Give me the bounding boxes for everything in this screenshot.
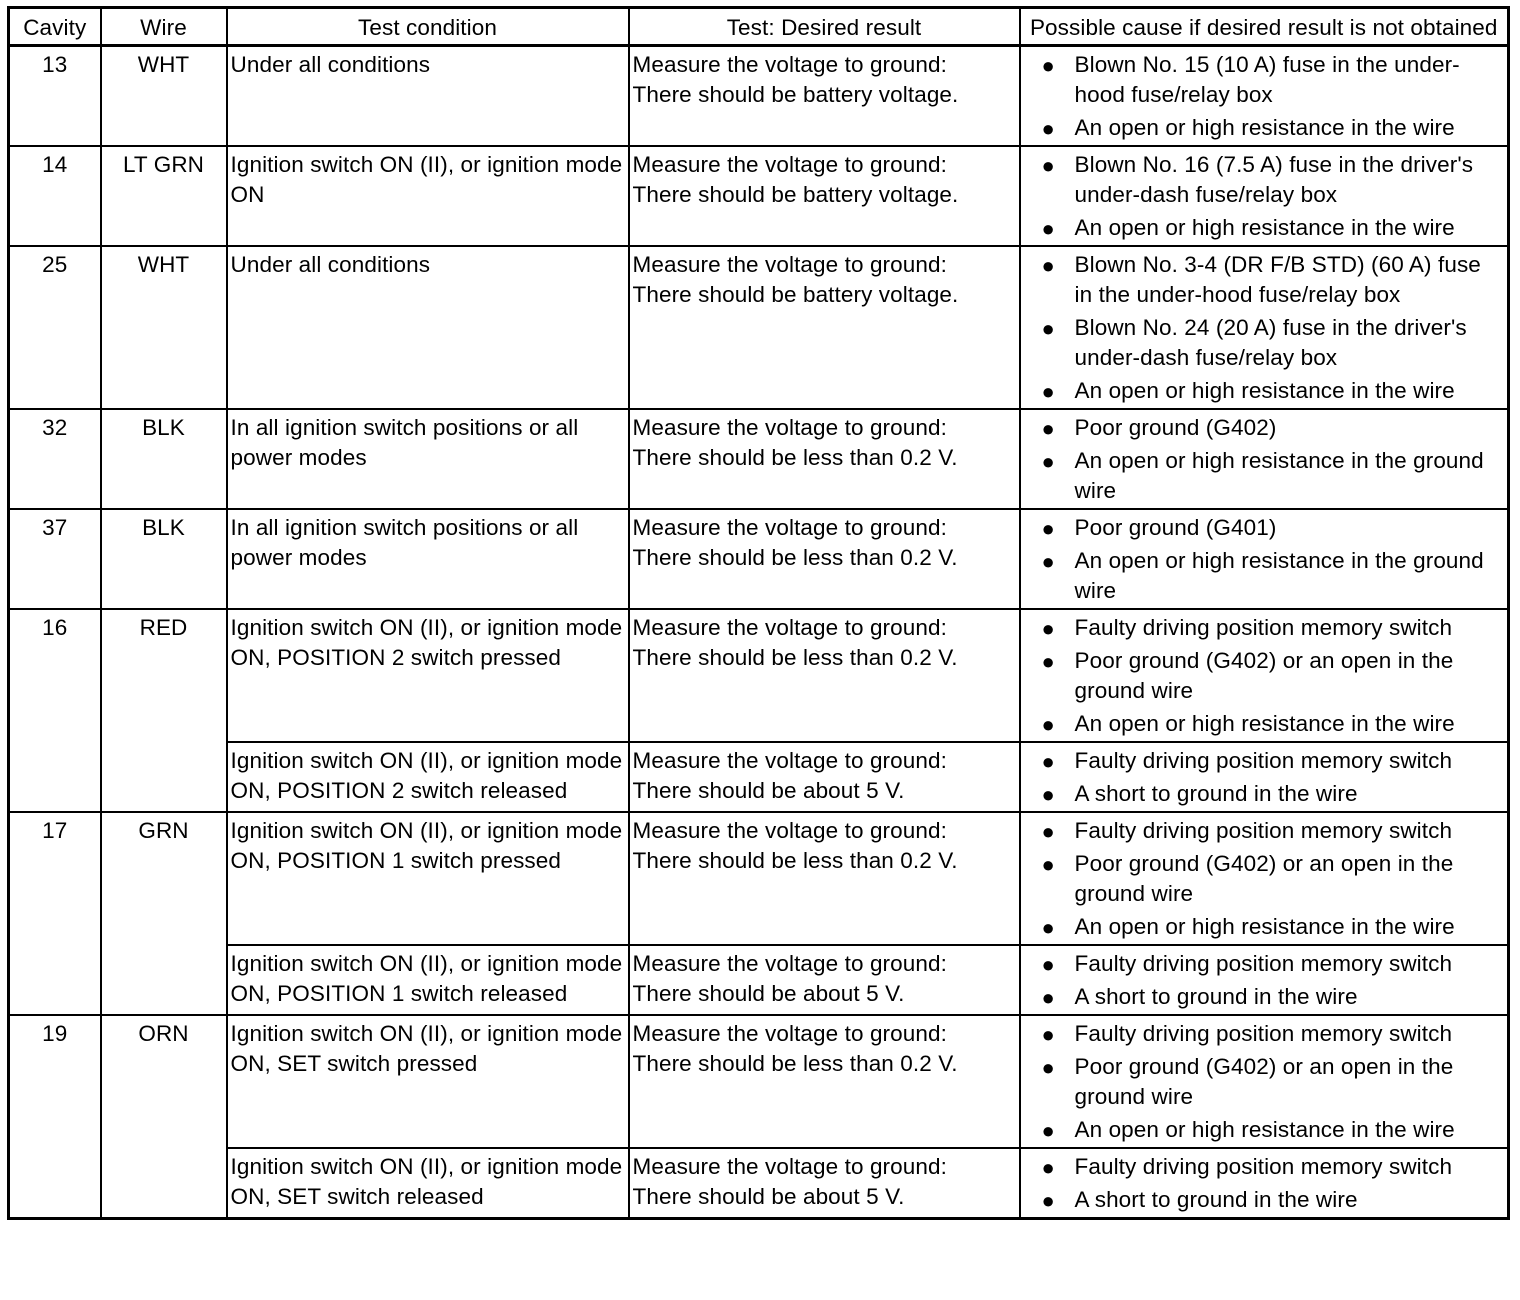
possible-cause-cell — [1020, 409, 1509, 509]
desired-result-line: Measure the voltage to ground: — [632, 52, 947, 77]
cause-text: An open or high resistance in the wire — [1074, 378, 1455, 403]
cause-item — [1024, 413, 1505, 443]
bullet-icon: ● — [1041, 316, 1055, 341]
cavity-cell: 32 — [9, 409, 101, 509]
possible-cause-cell — [1020, 146, 1509, 246]
cause-item — [1024, 150, 1505, 210]
desired-result-line: Measure the voltage to ground: — [632, 615, 947, 640]
header-possible-cause: Possible cause if desired result is not obtained — [1020, 8, 1509, 46]
table-row — [9, 812, 1509, 945]
possible-cause-cell — [1020, 1148, 1509, 1219]
desired-result-cell — [629, 409, 1020, 509]
test-condition-cell: Ignition switch ON (II), or ignition mode ON, POSITION 2 switch released — [227, 742, 629, 812]
wire-cell: ORN — [101, 1015, 227, 1219]
table-header — [9, 8, 1509, 46]
test-condition-cell: Ignition switch ON (II), or ignition mode ON, SET switch pressed — [227, 1015, 629, 1148]
bullet-icon: ● — [1041, 516, 1055, 541]
test-condition-cell: Ignition switch ON (II), or ignition mode ON, SET switch released — [227, 1148, 629, 1219]
cause-item — [1024, 949, 1505, 979]
cause-text: Blown No. 15 (10 A) fuse in the under-hood fuse/relay box — [1074, 52, 1460, 107]
cause-item — [1024, 613, 1505, 643]
cause-list — [1024, 150, 1505, 243]
desired-result-line: Measure the voltage to ground: — [632, 415, 947, 440]
desired-result-cell — [629, 1015, 1020, 1148]
bullet-icon: ● — [1041, 416, 1055, 441]
cause-item — [1024, 646, 1505, 706]
cause-text: Faulty driving position memory switch — [1074, 951, 1453, 976]
table-row — [9, 945, 1509, 1015]
possible-cause-cell — [1020, 609, 1509, 742]
table-row — [9, 1148, 1509, 1219]
cause-list — [1024, 1152, 1505, 1215]
cause-item — [1024, 779, 1505, 809]
cause-text: Faulty driving position memory switch — [1074, 818, 1453, 843]
cause-text: An open or high resistance in the wire — [1074, 215, 1455, 240]
cause-text: Faulty driving position memory switch — [1074, 615, 1453, 640]
bullet-icon: ● — [1041, 53, 1055, 78]
table-row — [9, 609, 1509, 742]
test-condition-cell: Ignition switch ON (II), or ignition mode ON — [227, 146, 629, 246]
bullet-icon: ● — [1041, 153, 1055, 178]
bullet-icon: ● — [1041, 1055, 1055, 1080]
desired-result-line: There should be less than 0.2 V. — [632, 645, 958, 670]
cause-item — [1024, 446, 1505, 506]
bullet-icon: ● — [1041, 985, 1055, 1010]
desired-result-cell — [629, 246, 1020, 409]
cause-text: An open or high resistance in the wire — [1074, 115, 1455, 140]
cavity-cell: 13 — [9, 46, 101, 147]
table-row — [9, 409, 1509, 509]
desired-result-line: There should be battery voltage. — [632, 282, 959, 307]
desired-result-line: Measure the voltage to ground: — [632, 748, 947, 773]
cause-text: A short to ground in the wire — [1074, 984, 1358, 1009]
cause-text: Poor ground (G402) or an open in the ground wire — [1074, 648, 1454, 703]
table-row — [9, 246, 1509, 409]
possible-cause-cell — [1020, 509, 1509, 609]
test-condition-cell: In all ignition switch positions or all power modes — [227, 509, 629, 609]
diagnostic-table — [7, 6, 1510, 1220]
cause-list — [1024, 613, 1505, 739]
header-test-condition: Test condition — [227, 8, 629, 46]
cause-text: Faulty driving position memory switch — [1074, 748, 1453, 773]
cavity-cell: 16 — [9, 609, 101, 812]
cause-text: An open or high resistance in the wire — [1074, 1117, 1455, 1142]
wire-cell: BLK — [101, 509, 227, 609]
bullet-icon: ● — [1041, 1118, 1055, 1143]
table-row — [9, 509, 1509, 609]
cause-item — [1024, 513, 1505, 543]
possible-cause-cell — [1020, 812, 1509, 945]
cause-text: Poor ground (G401) — [1074, 515, 1277, 540]
cause-list — [1024, 949, 1505, 1012]
possible-cause-cell — [1020, 945, 1509, 1015]
test-condition-cell: Under all conditions — [227, 246, 629, 409]
table-row — [9, 1015, 1509, 1148]
cause-text: An open or high resistance in the wire — [1074, 914, 1455, 939]
cause-list — [1024, 50, 1505, 143]
bullet-icon: ● — [1041, 549, 1055, 574]
desired-result-line: There should be battery voltage. — [632, 182, 959, 207]
desired-result-line: Measure the voltage to ground: — [632, 1021, 947, 1046]
possible-cause-cell — [1020, 246, 1509, 409]
bullet-icon: ● — [1041, 116, 1055, 141]
desired-result-line: There should be less than 0.2 V. — [632, 445, 958, 470]
bullet-icon: ● — [1041, 915, 1055, 940]
cause-item — [1024, 1152, 1505, 1182]
test-condition-cell: In all ignition switch positions or all power modes — [227, 409, 629, 509]
wire-cell: WHT — [101, 46, 227, 147]
desired-result-line: There should be less than 0.2 V. — [632, 1051, 958, 1076]
cause-item — [1024, 982, 1505, 1012]
cause-text: An open or high resistance in the ground wire — [1074, 548, 1484, 603]
bullet-icon: ● — [1041, 216, 1055, 241]
desired-result-line: There should be battery voltage. — [632, 82, 959, 107]
cause-item — [1024, 376, 1505, 406]
header-wire: Wire — [101, 8, 227, 46]
document-page — [7, 6, 1510, 1220]
table-row — [9, 146, 1509, 246]
cause-item — [1024, 1052, 1505, 1112]
desired-result-line: There should be about 5 V. — [632, 778, 905, 803]
desired-result-cell — [629, 945, 1020, 1015]
desired-result-line: There should be less than 0.2 V. — [632, 545, 958, 570]
cause-text: Poor ground (G402) or an open in the ground wire — [1074, 1054, 1454, 1109]
cause-text: A short to ground in the wire — [1074, 781, 1358, 806]
bullet-icon: ● — [1041, 649, 1055, 674]
test-condition-cell: Ignition switch ON (II), or ignition mode ON, POSITION 1 switch released — [227, 945, 629, 1015]
bullet-icon: ● — [1041, 852, 1055, 877]
bullet-icon: ● — [1041, 749, 1055, 774]
cause-item — [1024, 1115, 1505, 1145]
cause-list — [1024, 746, 1505, 809]
test-condition-cell: Under all conditions — [227, 46, 629, 147]
table-row — [9, 46, 1509, 147]
cause-item — [1024, 709, 1505, 739]
bullet-icon: ● — [1041, 1155, 1055, 1180]
cause-list — [1024, 816, 1505, 942]
cause-item — [1024, 546, 1505, 606]
desired-result-cell — [629, 509, 1020, 609]
cause-item — [1024, 1019, 1505, 1049]
header-cavity: Cavity — [9, 8, 101, 46]
cause-text: Poor ground (G402) or an open in the ground wire — [1074, 851, 1454, 906]
table-body — [9, 46, 1509, 1219]
wire-cell: GRN — [101, 812, 227, 1015]
desired-result-line: Measure the voltage to ground: — [632, 818, 947, 843]
cavity-cell: 19 — [9, 1015, 101, 1219]
cause-list — [1024, 513, 1505, 606]
desired-result-line: Measure the voltage to ground: — [632, 515, 947, 540]
cavity-cell: 14 — [9, 146, 101, 246]
cause-item — [1024, 213, 1505, 243]
desired-result-cell — [629, 46, 1020, 147]
bullet-icon: ● — [1041, 782, 1055, 807]
cause-text: Blown No. 16 (7.5 A) fuse in the driver's under-dash fuse/relay box — [1074, 152, 1474, 207]
bullet-icon: ● — [1041, 1188, 1055, 1213]
possible-cause-cell — [1020, 1015, 1509, 1148]
desired-result-line: Measure the voltage to ground: — [632, 951, 947, 976]
bullet-icon: ● — [1041, 712, 1055, 737]
desired-result-line: Measure the voltage to ground: — [632, 1154, 947, 1179]
cause-list — [1024, 413, 1505, 506]
wire-cell: RED — [101, 609, 227, 812]
cause-text: An open or high resistance in the ground wire — [1074, 448, 1484, 503]
cause-item — [1024, 113, 1505, 143]
test-condition-cell: Ignition switch ON (II), or ignition mode ON, POSITION 1 switch pressed — [227, 812, 629, 945]
cause-text: Faulty driving position memory switch — [1074, 1021, 1453, 1046]
cavity-cell: 37 — [9, 509, 101, 609]
cause-item — [1024, 250, 1505, 310]
cause-item — [1024, 816, 1505, 846]
table-row — [9, 742, 1509, 812]
bullet-icon: ● — [1041, 379, 1055, 404]
desired-result-cell — [629, 146, 1020, 246]
desired-result-line: Measure the voltage to ground: — [632, 152, 947, 177]
bullet-icon: ● — [1041, 819, 1055, 844]
cause-text: An open or high resistance in the wire — [1074, 711, 1455, 736]
desired-result-line: There should be less than 0.2 V. — [632, 848, 958, 873]
desired-result-cell — [629, 742, 1020, 812]
cause-text: Poor ground (G402) — [1074, 415, 1277, 440]
bullet-icon: ● — [1041, 253, 1055, 278]
cause-text: Blown No. 3-4 (DR F/B STD) (60 A) fuse in the under-hood fuse/relay box — [1074, 252, 1481, 307]
header-row — [9, 8, 1509, 46]
desired-result-line: There should be about 5 V. — [632, 981, 905, 1006]
cavity-cell: 25 — [9, 246, 101, 409]
cause-item — [1024, 313, 1505, 373]
cause-item — [1024, 849, 1505, 909]
desired-result-cell — [629, 1148, 1020, 1219]
cause-list — [1024, 1019, 1505, 1145]
desired-result-line: Measure the voltage to ground: — [632, 252, 947, 277]
cause-text: Faulty driving position memory switch — [1074, 1154, 1453, 1179]
cause-item — [1024, 1185, 1505, 1215]
cause-text: Blown No. 24 (20 A) fuse in the driver's under-dash fuse/relay box — [1074, 315, 1467, 370]
desired-result-line: There should be about 5 V. — [632, 1184, 905, 1209]
possible-cause-cell — [1020, 46, 1509, 147]
bullet-icon: ● — [1041, 1022, 1055, 1047]
bullet-icon: ● — [1041, 616, 1055, 641]
bullet-icon: ● — [1041, 952, 1055, 977]
cause-item — [1024, 50, 1505, 110]
wire-cell: BLK — [101, 409, 227, 509]
wire-cell: LT GRN — [101, 146, 227, 246]
header-desired-result: Test: Desired result — [629, 8, 1020, 46]
bullet-icon: ● — [1041, 449, 1055, 474]
desired-result-cell — [629, 812, 1020, 945]
wire-cell: WHT — [101, 246, 227, 409]
possible-cause-cell — [1020, 742, 1509, 812]
desired-result-cell — [629, 609, 1020, 742]
cause-item — [1024, 912, 1505, 942]
cause-text: A short to ground in the wire — [1074, 1187, 1358, 1212]
cavity-cell: 17 — [9, 812, 101, 1015]
cause-item — [1024, 746, 1505, 776]
test-condition-cell: Ignition switch ON (II), or ignition mode ON, POSITION 2 switch pressed — [227, 609, 629, 742]
cause-list — [1024, 250, 1505, 406]
